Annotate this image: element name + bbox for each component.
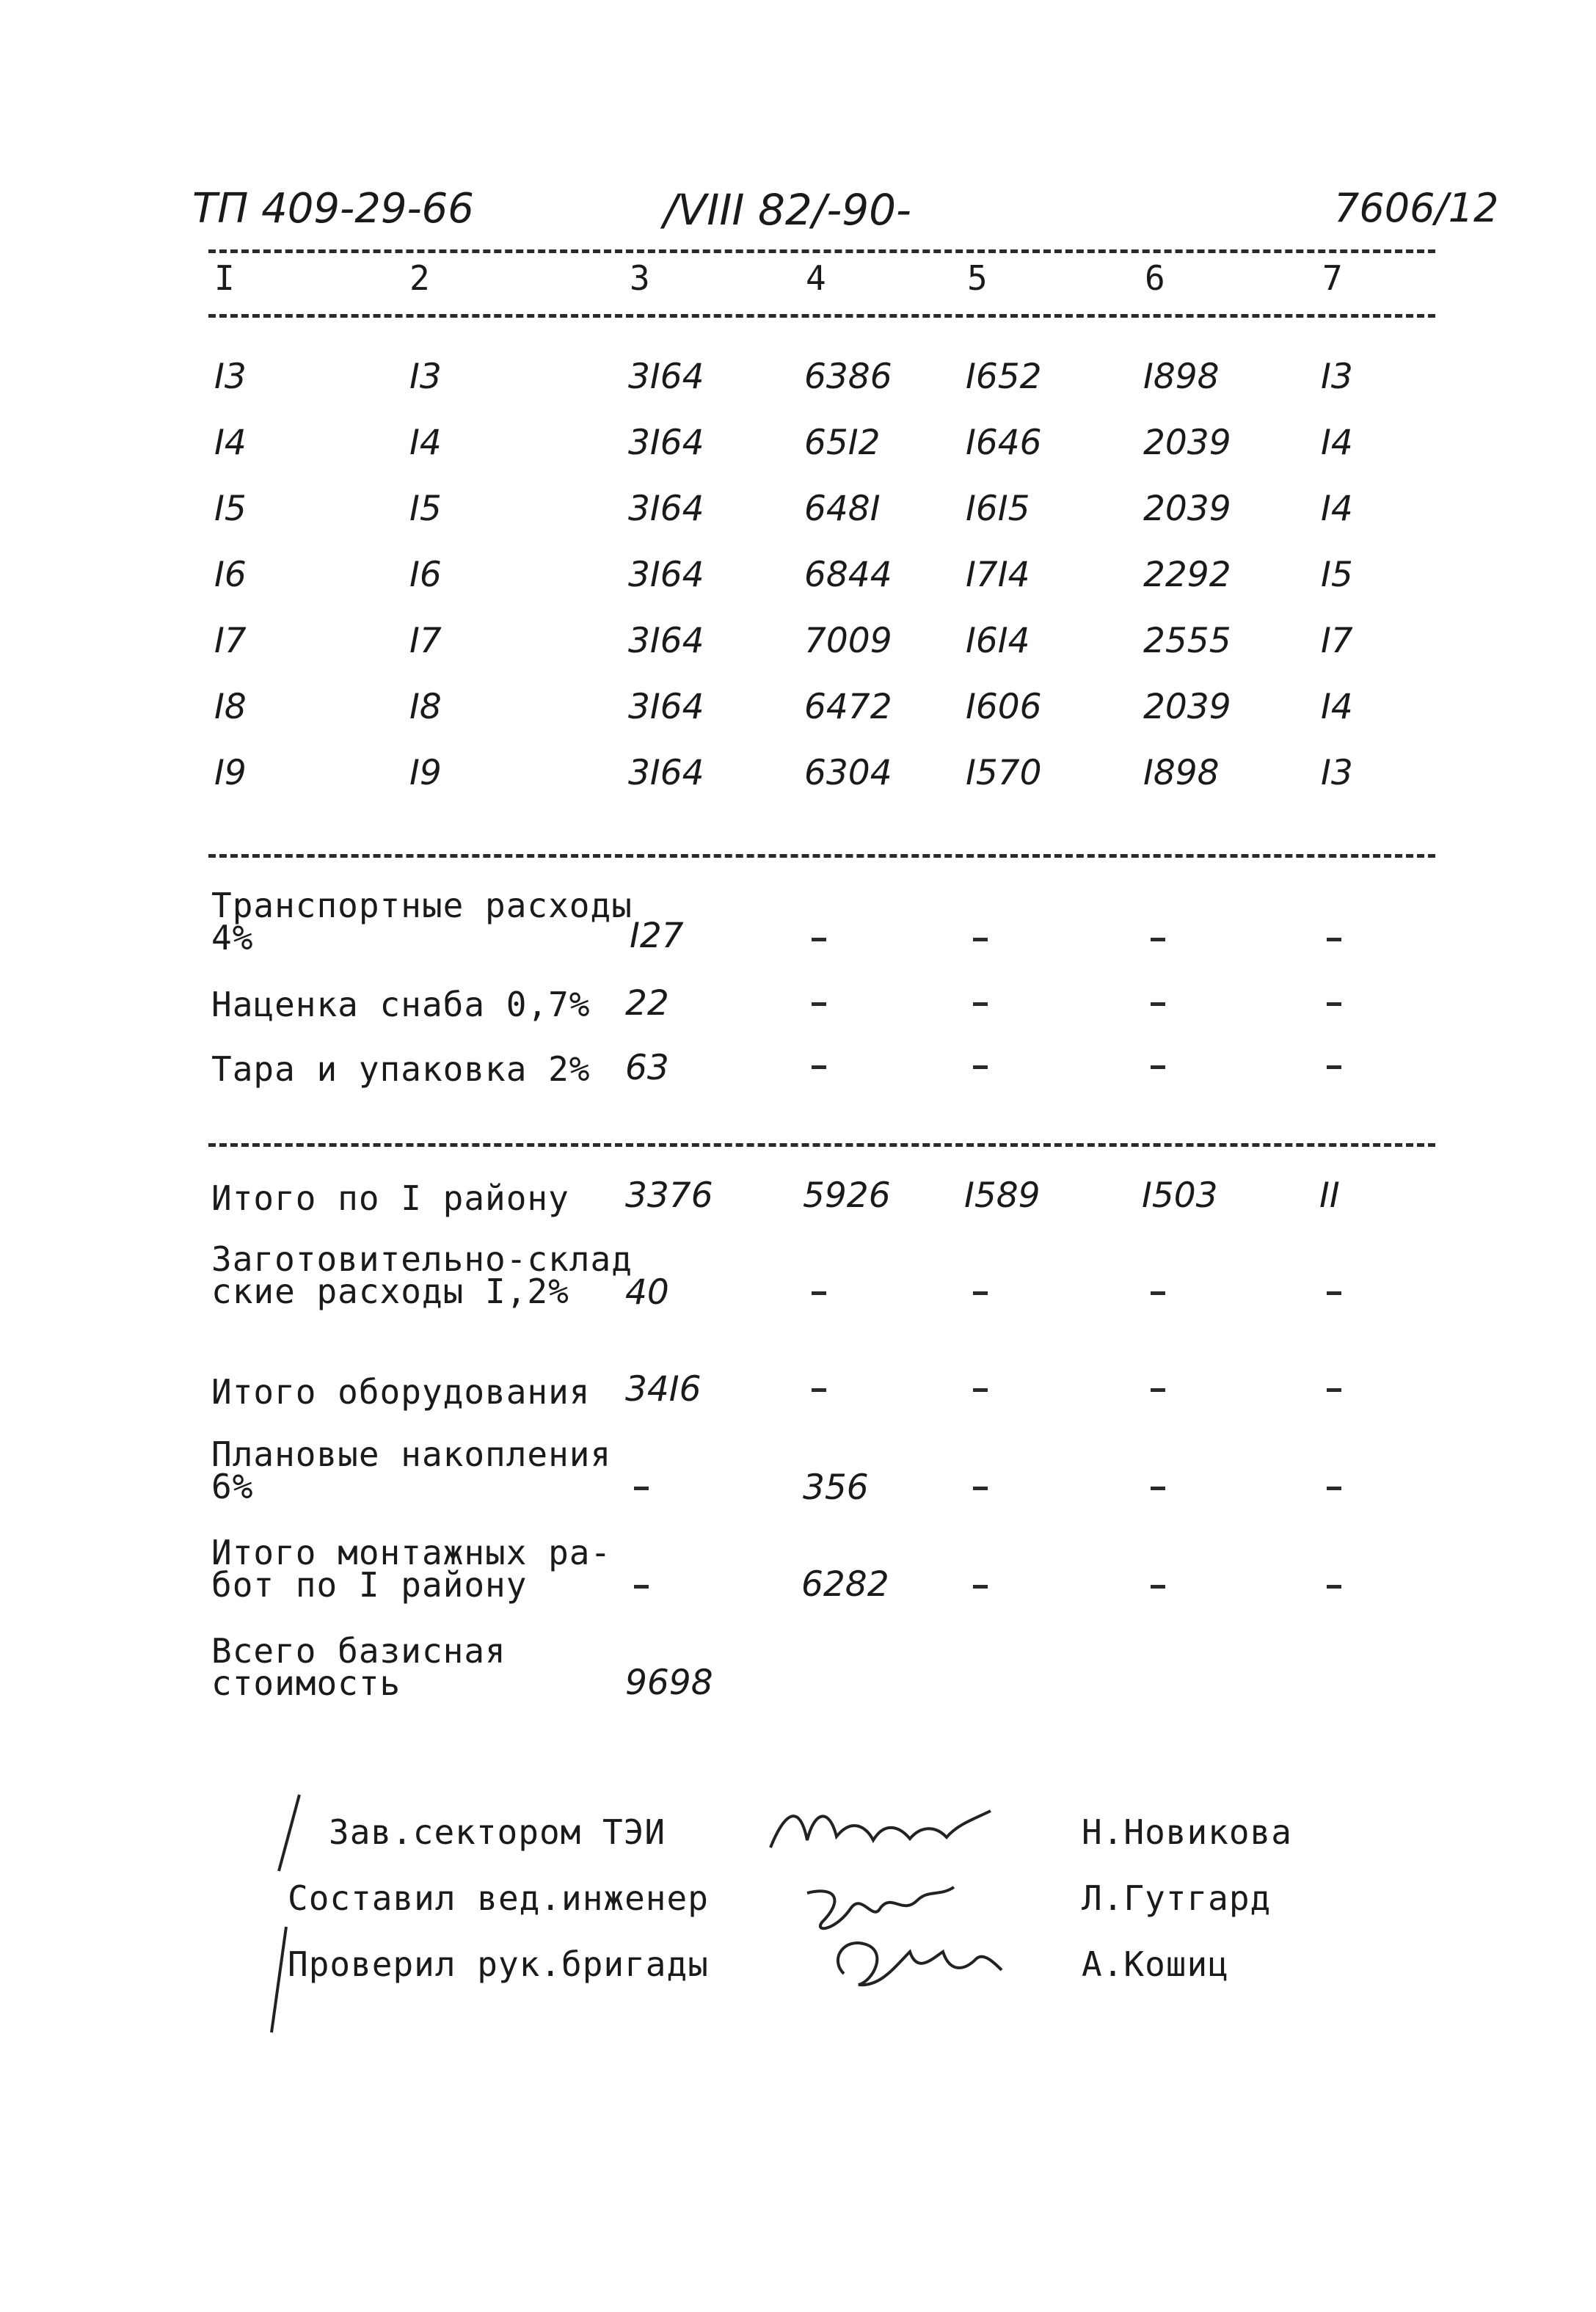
- table-cell: 3I64: [628, 423, 704, 463]
- col-number: 6: [1145, 258, 1166, 298]
- total-label: Плановые накопления 6%: [211, 1434, 612, 1506]
- extra-value: I27: [630, 916, 684, 956]
- table-cell: 648I: [804, 489, 881, 529]
- empty-cell-dash: [812, 1388, 826, 1392]
- empty-cell-dash: [1151, 1065, 1165, 1069]
- empty-cell-dash: [973, 938, 988, 941]
- table-cell: I9: [214, 753, 247, 793]
- table-cell: 3I64: [628, 687, 704, 727]
- document-code: ТП 409-29-66: [192, 185, 474, 233]
- table-cell: I570: [966, 753, 1042, 793]
- table-cell: I8: [214, 687, 247, 727]
- signature-role: Проверил рук.бригады: [288, 1944, 709, 1984]
- table-cell: 2039: [1143, 423, 1231, 463]
- table-cell: I4: [409, 423, 442, 463]
- table-cell: 6472: [804, 687, 892, 727]
- table-cell: I7I4: [966, 555, 1030, 595]
- header-bottom-rule: [208, 314, 1435, 318]
- table-cell: I646: [966, 423, 1042, 463]
- table-cell: 2039: [1143, 687, 1231, 727]
- empty-cell-dash: [973, 1487, 988, 1490]
- empty-cell-dash: [812, 1291, 826, 1295]
- table-cell: I6: [409, 555, 442, 595]
- total-value: 356: [803, 1467, 869, 1508]
- table-cell: I898: [1143, 357, 1220, 397]
- empty-cell-dash: [973, 1065, 988, 1069]
- extra-value: 22: [625, 983, 669, 1024]
- empty-cell-dash: [1327, 1585, 1341, 1589]
- total-value: 40: [625, 1272, 669, 1313]
- total-value: I503: [1142, 1175, 1218, 1216]
- col-number: 5: [967, 258, 988, 298]
- table-cell: 65I2: [804, 423, 881, 463]
- table-cell: I7: [1321, 621, 1353, 661]
- extra-label: Тара и упаковка 2%: [211, 1049, 591, 1089]
- table-cell: I3: [1321, 753, 1353, 793]
- col-number: 3: [630, 258, 651, 298]
- extra-label: Наценка снаба 0,7%: [211, 985, 591, 1024]
- table-cell: 3I64: [628, 753, 704, 793]
- table-cell: I7: [409, 621, 442, 661]
- table-cell: I4: [1321, 423, 1353, 463]
- empty-cell-dash: [1327, 1487, 1341, 1490]
- signature-name: Л.Гутгард: [1082, 1878, 1272, 1918]
- empty-cell-dash: [1327, 1291, 1341, 1295]
- total-label: Итого монтажных ра- бот по I району: [211, 1533, 612, 1605]
- table-cell: I3: [409, 357, 442, 397]
- empty-cell-dash: [1151, 1487, 1165, 1490]
- total-value: 9698: [625, 1663, 713, 1703]
- empty-cell-dash: [973, 1388, 988, 1392]
- header-top-rule: [208, 249, 1435, 253]
- table-cell: 2292: [1143, 555, 1231, 595]
- table-cell: 6386: [804, 357, 892, 397]
- signature-name: А.Кошиц: [1082, 1944, 1229, 1984]
- table-cell: I6I5: [966, 489, 1030, 529]
- table-cell: 3I64: [628, 555, 704, 595]
- empty-cell-dash: [812, 1002, 826, 1006]
- empty-cell-dash: [973, 1585, 988, 1589]
- extra-label: Транспортные расходы 4%: [211, 886, 633, 958]
- total-value: 5926: [803, 1175, 891, 1216]
- total-value: I589: [964, 1175, 1041, 1216]
- table-cell: I6: [214, 555, 247, 595]
- signature-role: Составил вед.инженер: [288, 1878, 709, 1918]
- empty-cell-dash: [634, 1487, 649, 1490]
- total-value: II: [1319, 1175, 1340, 1216]
- table-cell: 6304: [804, 753, 892, 793]
- col-number: 7: [1322, 258, 1344, 298]
- total-value: 3376: [625, 1175, 713, 1216]
- col-number: 4: [806, 258, 827, 298]
- sheet-number: 7606/12: [1334, 185, 1499, 231]
- table-cell: 2039: [1143, 489, 1231, 529]
- table-cell: 3I64: [628, 489, 704, 529]
- signature-name: Н.Новикова: [1082, 1812, 1292, 1852]
- empty-cell-dash: [1327, 1388, 1341, 1392]
- total-value: 34I6: [625, 1369, 702, 1410]
- table-cell: I8: [409, 687, 442, 727]
- empty-cell-dash: [1151, 938, 1165, 941]
- table-cell: I5: [409, 489, 442, 529]
- album-number: /VIII 82/-90-: [663, 185, 911, 235]
- empty-cell-dash: [973, 1002, 988, 1006]
- table-cell: 2555: [1143, 621, 1231, 661]
- table-cell: I5: [214, 489, 247, 529]
- empty-cell-dash: [973, 1291, 988, 1295]
- signature-role: Зав.сектором ТЭИ: [329, 1812, 666, 1852]
- table-cell: I9: [409, 753, 442, 793]
- total-label: Итого оборудования: [211, 1372, 591, 1412]
- empty-cell-dash: [1327, 1065, 1341, 1069]
- section-rule-1: [208, 854, 1435, 858]
- table-cell: I4: [1321, 687, 1353, 727]
- table-cell: 3I64: [628, 621, 704, 661]
- section-rule-2: [208, 1143, 1435, 1147]
- total-value: 6282: [801, 1564, 889, 1605]
- handwritten-signature-2: [792, 1878, 969, 1937]
- empty-cell-dash: [1151, 1388, 1165, 1392]
- table-cell: I4: [1321, 489, 1353, 529]
- total-label: Заготовительно-склад ские расходы I,2%: [211, 1239, 633, 1311]
- empty-cell-dash: [812, 1065, 826, 1069]
- table-cell: I652: [966, 357, 1042, 397]
- empty-cell-dash: [634, 1585, 649, 1589]
- table-cell: 7009: [804, 621, 892, 661]
- empty-cell-dash: [1327, 938, 1341, 941]
- table-cell: I606: [966, 687, 1042, 727]
- handwritten-signature-1: [763, 1796, 998, 1862]
- empty-cell-dash: [1151, 1291, 1165, 1295]
- table-cell: 3I64: [628, 357, 704, 397]
- total-label: Итого по I району: [211, 1178, 569, 1218]
- table-cell: I3: [214, 357, 247, 397]
- col-number: I: [214, 258, 236, 298]
- col-number: 2: [409, 258, 431, 298]
- empty-cell-dash: [1327, 1002, 1341, 1006]
- empty-cell-dash: [812, 938, 826, 941]
- total-label: Всего базисная стоимость: [211, 1631, 506, 1703]
- handwritten-signature-3: [822, 1930, 1013, 1996]
- table-cell: I5: [1321, 555, 1353, 595]
- table-cell: I6I4: [966, 621, 1030, 661]
- empty-cell-dash: [1151, 1002, 1165, 1006]
- extra-value: 63: [625, 1048, 669, 1088]
- table-cell: I7: [214, 621, 247, 661]
- table-cell: I3: [1321, 357, 1353, 397]
- table-cell: 6844: [804, 555, 892, 595]
- empty-cell-dash: [1151, 1585, 1165, 1589]
- table-cell: I898: [1143, 753, 1220, 793]
- table-cell: I4: [214, 423, 247, 463]
